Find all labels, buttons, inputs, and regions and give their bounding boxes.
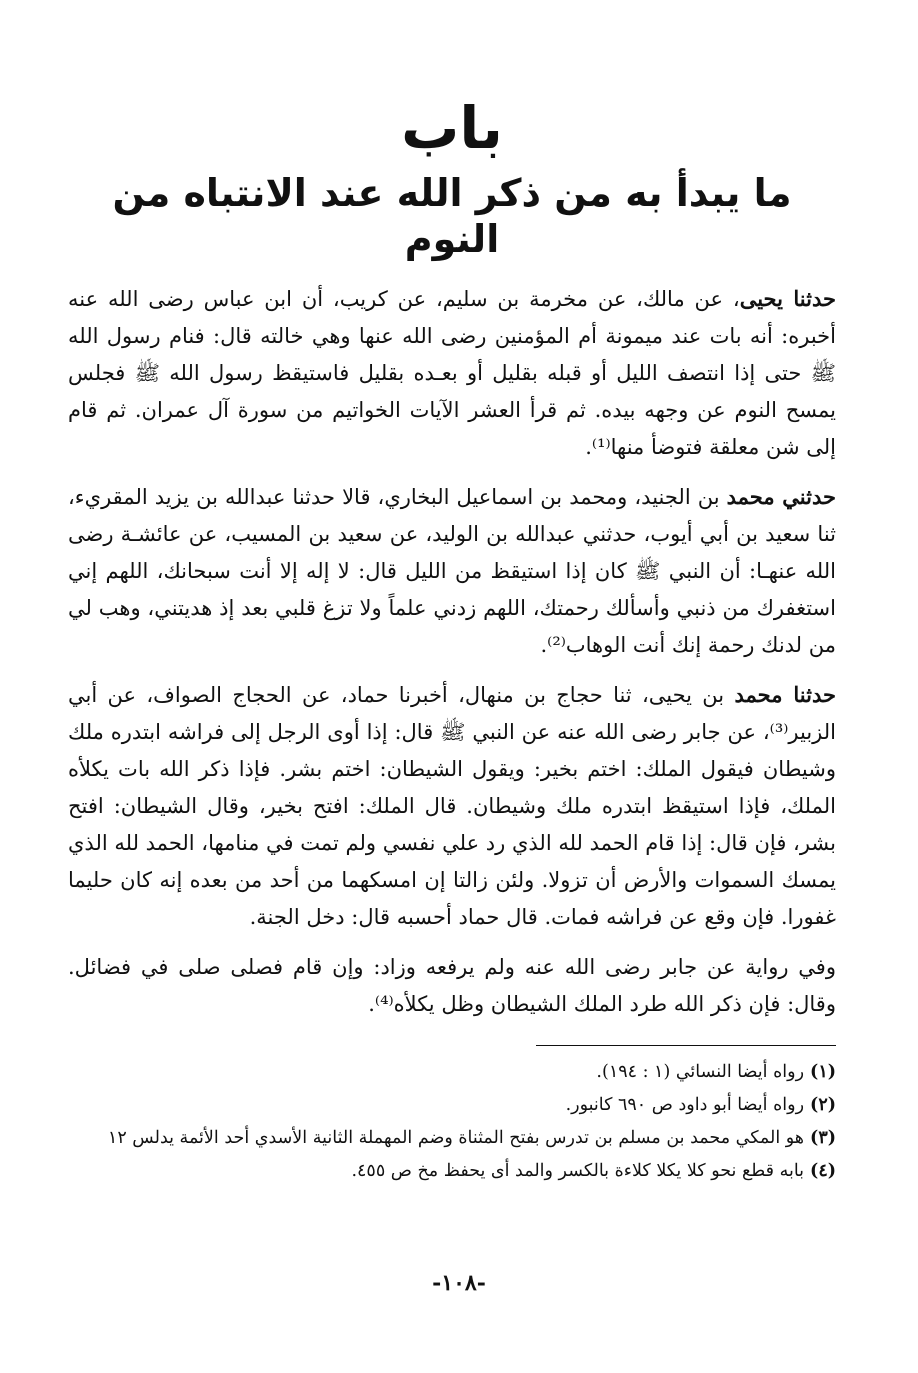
footnote-number: (٤)	[810, 1161, 836, 1181]
footnote-2	[68, 1089, 836, 1122]
chapter-heading: باب	[401, 94, 503, 162]
narration-lead: حدثنا يحيى	[739, 286, 836, 311]
footnote-text: هو المكي محمد بن مسلم بن تدرس بفتح المثناة وضم المهملة الثانية الأسدي أحد الأئمة يدلس ١٢	[107, 1128, 805, 1148]
footnote-1	[68, 1056, 836, 1089]
narration-lead: حدثني محمد	[726, 484, 836, 509]
hadith-body	[68, 280, 836, 1023]
narration-lead: حدثنا محمد	[734, 682, 836, 707]
narration-text: ، عن مالك، عن مخرمة بن سليم، عن كريب، أن ابن عباس رضى الله عنه أخبره: أنه بات عند ميمونة أم المؤمنين رضى الله عنها وهي خالته قال: فنام رسول الله ﷺ حتى إذا انتصف الليل أو قبله بقليل أو بعـده بقليل فاستيقظ رسول الله ﷺ فجلس يمسح النوم عن وجهه بيده. ثم قرأ العشر الآيات الخواتيم من سورة آل عمران. ثم قام إلى شن معلقة فتوضأ منها⁽¹⁾.	[68, 287, 836, 459]
footnote-number: (١)	[810, 1062, 836, 1082]
footnote-text: بابه قطع نحو كلا يكلا كلاءة بالكسر والمد أى يحفظ مخ ص ٤٥٥.	[351, 1161, 805, 1181]
chapter-title: ما يبدأ به من ذكر الله عند الانتباه من النوم	[112, 171, 792, 261]
narration-text: بن الجنيد، ومحمد بن اسماعيل البخاري، قالا حدثنا عبدالله بن يزيد المقريء، ثنا سعيد بن أبي أيوب، حدثني عبدالله بن الوليد، عن سعيد بن المسيب، عن عائشـة رضى الله عنهـا: أن النبي ﷺ كان إذا استيقظ من الليل قال: لا إله إلا أنت سبحانك، اللهم إني استغفرك من ذنبي وأسألك رحمتك، اللهم زدني علماً ولا تزغ قلبي بعد إذ هديتني، وهب لي من لدنك رحمة إنك أنت الوهاب⁽²⁾.	[68, 485, 836, 657]
narration-text: وفي رواية عن جابر رضى الله عنه ولم يرفعه وزاد: وإن قام فصلى صلى في فضائل. وقال: فإن ذكر الله طرد الملك الشيطان وظل يكلأه⁽⁴⁾.	[68, 955, 836, 1016]
footnote-number: (٢)	[810, 1095, 836, 1115]
hadith-paragraph-3	[68, 676, 836, 936]
footnote-text: رواه أيضا النسائي (١ : ١٩٤).	[596, 1062, 805, 1082]
footnote-text: رواه أيضا أبو داود ص ٦٩٠ كانبور.	[565, 1095, 805, 1115]
footnote-4	[68, 1155, 836, 1188]
page-number: -١٠٨-	[432, 1270, 486, 1296]
footnote-3	[68, 1122, 836, 1155]
footnote-number: (٣)	[810, 1128, 836, 1148]
hadith-paragraph-1	[68, 280, 836, 466]
footnotes	[68, 1056, 836, 1188]
narration-text: بن يحيى، ثنا حجاج بن منهال، أخبرنا حماد، عن الحجاج الصواف، عن أبي الزبير⁽³⁾، عن جابر رضى الله عنه عن النبي ﷺ قال: إذا أوى الرجل إلى فراشه ابتدره ملك وشيطان فيقول الملك: اختم بخير: ويقول الشيطان: اختم بشر. فإذا ذكر الله بات يكلأه الملك، فإذا استيقظ ابتدره ملك وشيطان. قال الملك: افتح بخير، وقال الشيطان: افتح بشر، فإن قال: إذا قام الحمد لله الذي رد علي نفسي ولم تمت في منامها، الحمد لله الذي يمسك السموات والأرض أن تزولا. ولئن زالتا إن امسكهما من أحد من بعده إنه كان حليما غفورا. فإن وقع عن فراشه فمات. قال حماد أحسبه قال: دخل الجنة.	[68, 683, 836, 929]
hadith-paragraph-4	[68, 948, 836, 1023]
footnote-divider	[536, 1045, 836, 1046]
hadith-paragraph-2	[68, 478, 836, 664]
